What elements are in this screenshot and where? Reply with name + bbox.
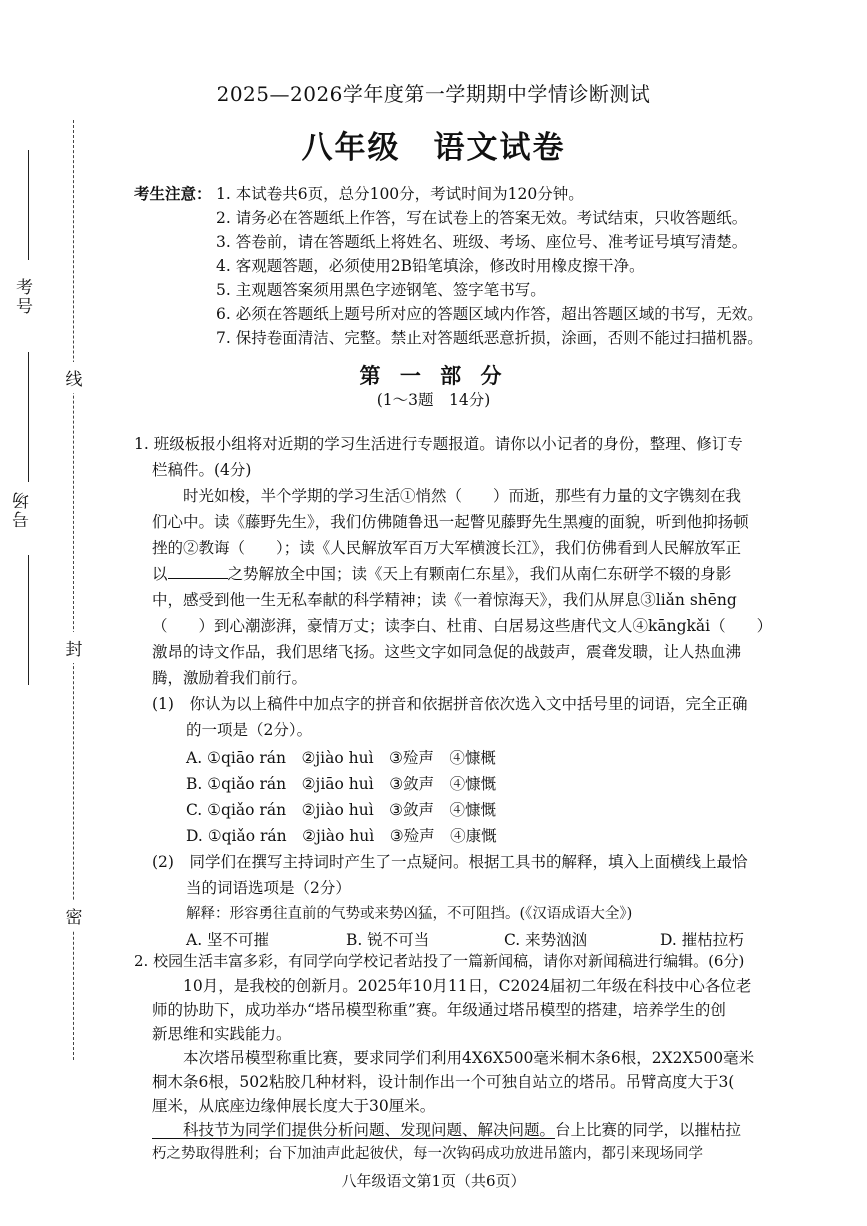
q1-stem-line1: 1. 班级板报小组将对近期的学习生活进行专题报道。请你以小记者的身份，整理、修订专 — [134, 435, 743, 453]
seal-char: 封 — [64, 632, 84, 663]
main-title: 八年级 语文试卷 — [301, 130, 566, 166]
q1-sub1-option-d[interactable]: D. ①qiǎo rán ②jiào huì ③殓声 ④康慨 — [186, 827, 497, 845]
notice-item: 1. 本试卷共6页，总分100分，考试时间为120分钟。 — [216, 185, 584, 203]
section-title: 第 一 部 分 — [359, 363, 508, 388]
q1-sub1-line1: (1) 你认为以上稿件中加点字的拼音和依据拼音依次选入文中括号里的词语，完全正确 — [152, 695, 748, 713]
q2-paragraph-line: 新思维和实践能力。 — [152, 1025, 292, 1043]
notice-item: 4. 客观题答题，必须使用2B铅笔填涂，修改时用橡皮擦干净。 — [216, 257, 645, 275]
q1-passage-line-rest: 之势解放全中国；读《天上有颗南仁东星》，我们从南仁东研学不辍的身影 — [227, 565, 732, 583]
notice-item: 2. 请务必在答题纸上作答，写在试卷上的答案无效。考试结束，只收答题纸。 — [216, 209, 748, 227]
q2-paragraph3-line1 — [152, 1118, 741, 1140]
q1-fill-blank[interactable] — [168, 564, 228, 579]
q1-passage-line: 们心中。读《藤野先生》，我们仿佛随鲁迅一起瞥见藤野先生黑瘦的面貌，听到他抑扬顿 — [152, 513, 749, 531]
q1-sub1-option-b[interactable]: B. ①qiǎo rán ②jiāo huì ③敛声 ④慷慨 — [186, 775, 497, 793]
notice-heading: 考生注意： — [134, 184, 212, 203]
secret-char: 密 — [64, 900, 84, 931]
q2-stem: 2. 校园生活丰富多彩，有同学向学校记者站投了一篇新闻稿，请你对新闻稿进行编辑。(6分) — [134, 952, 745, 970]
q2-underlined-sentence: 科技节为同学们提供分析问题、发现问题、解决问题。 — [152, 1121, 556, 1139]
q1-sub2-option-c[interactable]: C. 来势汹汹 — [504, 931, 588, 949]
q1-sub2-line2: 当的词语选项是（2分） — [186, 879, 351, 897]
line-char: 线 — [64, 362, 84, 393]
q1-sub2-option-a[interactable]: A. 坚不可摧 — [186, 931, 270, 949]
q1-passage-line: 挫的②教诲（ ）；读《人民解放军百万大军横渡长江》，我们仿佛看到人民解放军正 — [152, 539, 742, 557]
q1-sub1-line2: 的一项是（2分）。 — [186, 721, 313, 739]
notice-item: 7. 保持卷面清洁、完整。禁止对答题纸恶意折损，涂画，否则不能过扫描机器。 — [216, 329, 763, 347]
notice-item: 5. 主观题答案须用黑色字迹钢笔、签字笔书写。 — [216, 281, 546, 299]
section-subtitle: (1～3题 14分) — [376, 391, 491, 409]
q2-paragraph-line: 本次塔吊模型称重比赛，要求同学们利用4X6X500毫米桐木条6根，2X2X500毫米 — [152, 1049, 755, 1067]
q1-sub2-explanation: 解释：形容勇往直前的气势或来势凶猛，不可阻挡。(《汉语成语大全》) — [186, 906, 633, 922]
q1-passage-line: 腾，激励着我们前行。 — [152, 669, 308, 687]
q2-paragraph3-line2: 朽之势取得胜利；台下加油声此起彼伏，每一次钩码成功放进吊篮内，都引来现场同学 — [152, 1146, 703, 1162]
q1-passage-line: （ ）到心潮澎湃，豪情万丈；读李白、杜甫、白居易这些唐代文人④kāngkǎi（ ） — [152, 617, 773, 635]
name-line[interactable] — [28, 555, 29, 685]
notice-item: 6. 必须在答题纸上题号所对应的答题区域内作答，超出答题区域的书写，无效。 — [216, 305, 763, 323]
q1-passage-line: 中，感受到他一生无私奉献的科学精神；读《一着惊海天》，我们从屏息③liǎn shēng — [152, 591, 737, 609]
q1-sub2-option-d[interactable]: D. 摧枯拉朽 — [660, 931, 744, 949]
binding-margin — [0, 100, 110, 1100]
q1-passage-line — [152, 562, 731, 584]
seat-label: 号场 — [13, 490, 33, 528]
exam-number-label: 考号 — [12, 278, 32, 316]
q2-paragraph-line: 10月，是我校的创新月。2025年10月11日，C2024届初二年级在科技中心各位老 — [152, 977, 752, 995]
q1-sub1-option-a[interactable]: A. ①qiāo rán ②jiào huì ③殓声 ④慷概 — [186, 749, 496, 767]
q2-paragraph-line: 桐木条6根，502粘胶几种材料，设计制作出一个可独自站立的塔吊。吊臂高度大于3( — [152, 1073, 735, 1091]
q1-sub2-option-b[interactable]: B. 锐不可当 — [346, 931, 430, 949]
q1-passage-prefix: 以 — [152, 565, 168, 583]
q1-stem-line2: 栏稿件。(4分) — [152, 461, 252, 479]
exam-title: 2025—2026学年度第一学期期中学情诊断测试 — [216, 82, 651, 106]
notice-item: 3. 答卷前，请在答题纸上将姓名、班级、考场、座位号、准考证号填写清楚。 — [216, 233, 748, 251]
q1-sub2-line1: (2) 同学们在撰写主持词时产生了一点疑问。根据工具书的解释，填入上面横线上最恰 — [152, 853, 748, 871]
q1-passage-line: 时光如梭，半个学期的学习生活①悄然（ ）而逝，那些有力量的文字镌刻在我 — [152, 487, 742, 505]
q2-paragraph-line: 师的协助下，成功举办“塔吊模型称重”赛。年级通过塔吊模型的搭建，培养学生的创 — [152, 1001, 726, 1019]
q2-paragraph3-rest: 台上比赛的同学，以摧枯拉 — [555, 1121, 742, 1139]
q1-passage-line: 激昂的诗文作品，我们思绪飞扬。这些文字如同急促的战鼓声，震聋发聩，让人热血沸 — [152, 643, 742, 661]
page-footer: 八年级语文第1页（共6页） — [341, 1172, 526, 1190]
q1-sub1-option-c[interactable]: C. ①qiǎo rán ②jiào huì ③敛声 ④慷慨 — [186, 801, 497, 819]
q2-paragraph-line: 厘米，从底座边缘伸展长度大于30厘米。 — [152, 1097, 436, 1115]
